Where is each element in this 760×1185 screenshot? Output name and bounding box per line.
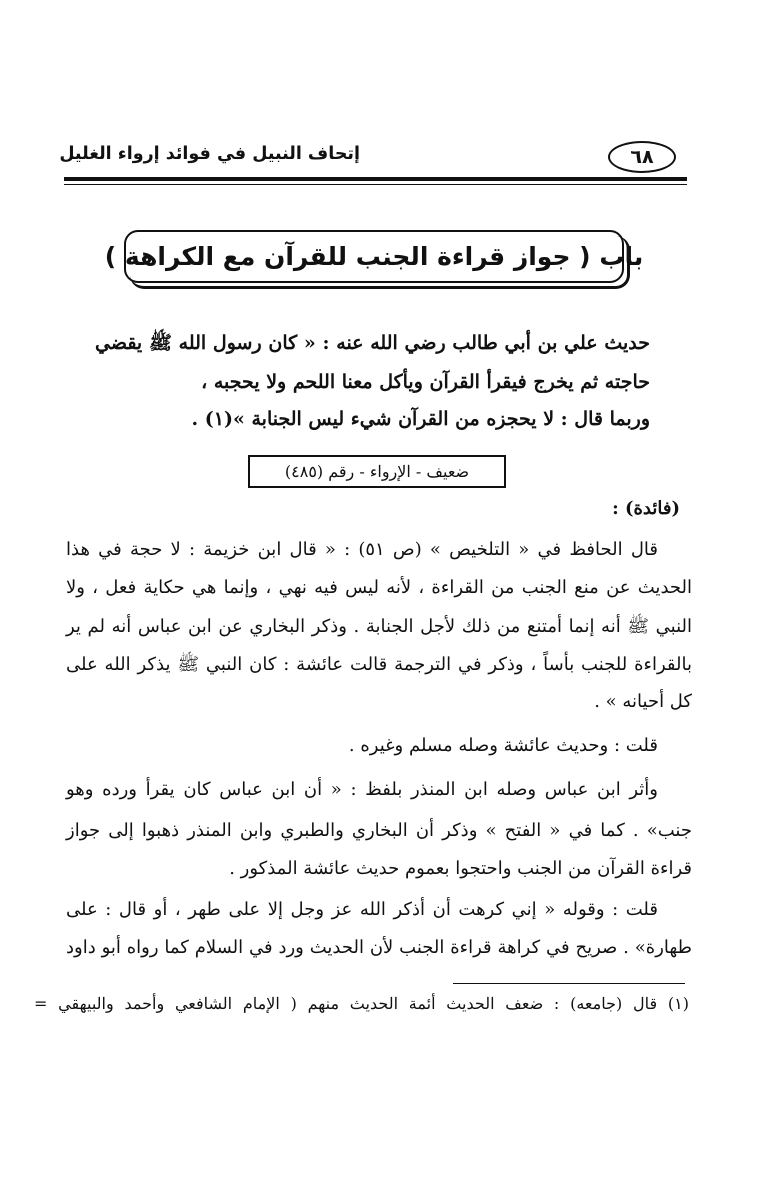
- footnote-rule: [453, 983, 685, 984]
- body-line: النبي ﷺ أنه إنما أمتنع من ذلك لأجل الجنابة . وذكر البخاري عن ابن عباس أنه لم ير: [66, 616, 692, 637]
- header-rule-thin: [64, 184, 687, 185]
- body-line: بالقراءة للجنب بأساً ، وذكر في الترجمة قالت عائشة : كان النبي ﷺ يذكر الله على: [66, 654, 692, 675]
- body-line: جنب» . كما في « الفتح » وذكر أن البخاري والطبري وابن المنذر ذهبوا إلى جواز: [66, 820, 692, 841]
- footnote: (١) قال (جامعه) : ضعف الحديث أئمة الحديث منهم ( الإمام الشافعي وأحمد والبيهقي =: [34, 994, 689, 1013]
- body-line: قراءة القرآن من الجنب واحتجوا بعموم حديث عائشة المذكور .: [229, 858, 692, 879]
- grade-text: ضعيف - الإرواء - رقم (٤٨٥): [284, 462, 470, 481]
- body-line: قلت : وحديث عائشة وصله مسلم وغيره .: [348, 735, 658, 756]
- page-number: ٦٨: [608, 141, 676, 173]
- book-title: إتحاف النبيل في فوائد إرواء الغليل: [59, 144, 360, 164]
- body-line: وأثر ابن عباس وصله ابن المنذر بلفظ : « أن ابن عباس كان يقرأ ورده وهو: [66, 779, 658, 800]
- hadith-line-2: حاجته ثم يخرج فيقرأ القرآن ويأكل معنا اللحم ولا يحجبه ،: [201, 371, 650, 393]
- body-line: طهارة» . صريح في كراهة قراءة الجنب لأن الحديث ورد في السلام كما رواه أبو داود: [66, 937, 692, 958]
- chapter-title: باب ( جواز قراءة الجنب للقرآن مع الكراهة ): [104, 242, 644, 271]
- body-line: قلت : وقوله « إني كرهت أن أذكر الله عز وجل إلا على طهر ، أو قال : على: [66, 899, 658, 920]
- hadith-line-1: حديث علي بن أبي طالب رضي الله عنه : « كان رسول الله ﷺ يقضي: [95, 332, 650, 354]
- grade-box: [248, 455, 506, 488]
- benefit-label: (فائدة) :: [612, 498, 680, 519]
- body-line: قال الحافظ في « التلخيص » (ص ٥١) : « قال ابن خزيمة : لا حجة في هذا: [66, 539, 658, 560]
- body-line: كل أحيانه » .: [594, 691, 692, 712]
- header-rule: [64, 177, 687, 181]
- chapter-heading-box: [104, 230, 644, 283]
- hadith-line-3: وربما قال : لا يحجزه من القرآن شيء ليس الجنابة »(١) .: [191, 408, 650, 430]
- body-line: الحديث عن منع الجنب من القراءة ، لأنه ليس فيه نهي ، وإنما هي حكاية فعل ، ولا: [66, 577, 692, 598]
